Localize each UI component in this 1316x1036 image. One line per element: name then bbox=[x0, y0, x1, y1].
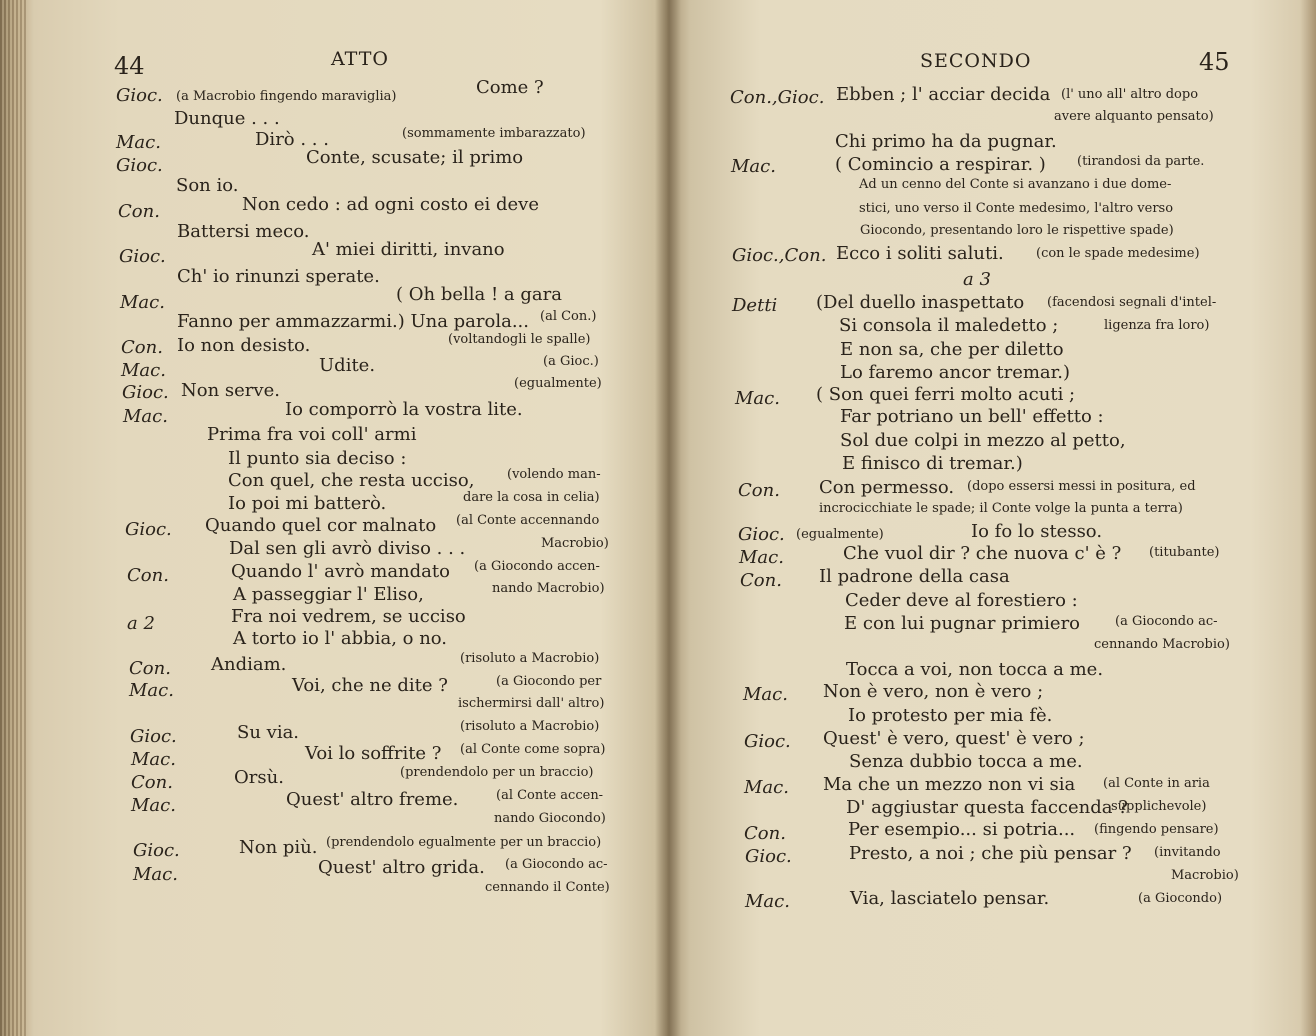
page-number: 44 bbox=[114, 52, 145, 80]
stage-direction: (egualmente) bbox=[796, 527, 884, 542]
speaker-name: Gioc. bbox=[119, 246, 166, 267]
speaker-name: Gioc. bbox=[125, 519, 172, 540]
stage-direction: (titubante) bbox=[1149, 545, 1220, 560]
verse-line: ( Comincio a respirar. ) bbox=[835, 154, 1046, 175]
verse-line: Via, lasciatelo pensar. bbox=[850, 888, 1050, 909]
stage-direction: incrocicchiate le spade; il Conte volge la punta a terra) bbox=[819, 501, 1183, 516]
verse-line: ( Oh bella ! a gara bbox=[396, 284, 562, 305]
verse-line: Son io. bbox=[176, 175, 239, 196]
verse-line: Andiam. bbox=[211, 654, 287, 675]
right-page bbox=[668, 0, 1316, 1036]
verse-line: Quest' altro grida. bbox=[318, 857, 485, 878]
stage-direction: (con le spade medesime) bbox=[1036, 246, 1200, 261]
verse-line: Io non desisto. bbox=[177, 335, 311, 356]
verse-line: A' miei diritti, invano bbox=[312, 239, 505, 260]
speaker-name: Con.,Gioc. bbox=[730, 87, 825, 108]
speaker-name: Mac. bbox=[129, 680, 174, 701]
stage-direction: Ad un cenno del Conte si avanzano i due dome- bbox=[859, 177, 1172, 192]
speaker-name: Gioc.,Con. bbox=[732, 245, 827, 266]
verse-line: Dirò . . . bbox=[255, 129, 329, 150]
stage-direction: nando Macrobio) bbox=[492, 581, 605, 596]
stage-direction: (risoluto a Macrobio) bbox=[460, 651, 600, 666]
verse-line: Per esempio... si potria... bbox=[848, 819, 1076, 840]
verse-line: Non più. bbox=[239, 837, 318, 858]
stage-direction: (a Giocondo accen- bbox=[474, 559, 600, 574]
speaker-name: Con. bbox=[118, 201, 160, 222]
verse-line: Quando l' avrò mandato bbox=[231, 561, 450, 582]
stage-direction: (a Giocondo ac- bbox=[505, 857, 608, 872]
stage-direction: (a Giocondo ac- bbox=[1115, 614, 1218, 629]
verse-line: D' aggiustar questa faccenda ? bbox=[846, 797, 1128, 818]
speaker-name: Mac. bbox=[739, 547, 784, 568]
stage-direction: Macrobio) bbox=[541, 536, 609, 551]
stage-direction: (volendo man- bbox=[507, 467, 601, 482]
verse-line: Fra noi vedrem, se ucciso bbox=[231, 606, 466, 627]
speaker-name: a 2 bbox=[127, 613, 155, 634]
stage-direction: (al Conte accen- bbox=[496, 788, 604, 803]
verse-line: Ch' io rinunzi sperate. bbox=[177, 266, 380, 287]
verse-line: Battersi meco. bbox=[177, 221, 310, 242]
speaker-name: Con. bbox=[127, 565, 169, 586]
speaker-name: Con. bbox=[744, 823, 786, 844]
verse-line: Sol due colpi in mezzo al petto, bbox=[840, 430, 1126, 451]
stage-direction: (al Con.) bbox=[540, 309, 597, 324]
speaker-name: Detti bbox=[732, 295, 778, 316]
speaker-name: Gioc. bbox=[738, 524, 785, 545]
stage-direction: avere alquanto pensato) bbox=[1054, 109, 1214, 124]
verse-line: Voi, che ne dite ? bbox=[292, 675, 448, 696]
stage-direction: dare la cosa in celia) bbox=[463, 490, 600, 505]
speaker-name: Con. bbox=[738, 480, 780, 501]
verse-line: Non è vero, non è vero ; bbox=[823, 681, 1044, 702]
verse-line: Far potriano un bell' effetto : bbox=[840, 406, 1104, 427]
stage-direction: (a Macrobio fingendo maraviglia) bbox=[176, 89, 397, 104]
stage-direction: supplichevole) bbox=[1111, 799, 1207, 814]
speaker-name: Gioc. bbox=[122, 382, 169, 403]
stage-direction: (fingendo pensare) bbox=[1094, 822, 1219, 837]
speaker-name: Mac. bbox=[121, 360, 166, 381]
verse-line: Si consola il maledetto ; bbox=[839, 315, 1059, 336]
verse-line: Ebben ; l' acciar decida bbox=[836, 84, 1051, 105]
stage-direction: (facendosi segnali d'intel- bbox=[1047, 295, 1217, 310]
stage-direction: (dopo essersi messi in positura, ed bbox=[967, 479, 1196, 494]
stage-direction: (tirandosi da parte. bbox=[1077, 154, 1205, 169]
verse-line: Ecco i soliti saluti. bbox=[836, 243, 1004, 264]
verse-line: Io poi mi batterò. bbox=[228, 493, 387, 514]
verse-line: E finisco di tremar.) bbox=[842, 453, 1023, 474]
speaker-name: Gioc. bbox=[130, 726, 177, 747]
verse-line: Non serve. bbox=[181, 380, 280, 401]
verse-line: Udite. bbox=[319, 355, 376, 376]
speaker-name: Gioc. bbox=[116, 85, 163, 106]
verse-line: Ceder deve al forestiero : bbox=[845, 590, 1078, 611]
speaker-name: Con. bbox=[740, 570, 782, 591]
stage-direction: (egualmente) bbox=[514, 376, 602, 391]
verse-line: Io fo lo stesso. bbox=[971, 521, 1103, 542]
stage-direction: (l' uno all' altro dopo bbox=[1061, 87, 1199, 102]
speaker-name: Gioc. bbox=[744, 731, 791, 752]
verse-line: Lo faremo ancor tremar.) bbox=[840, 362, 1071, 383]
stage-direction: (sommamente imbarazzato) bbox=[402, 126, 586, 141]
speaker-name: Mac. bbox=[133, 864, 178, 885]
verse-line: Chi primo ha da pugnar. bbox=[835, 131, 1057, 152]
stage-direction: (voltandogli le spalle) bbox=[448, 332, 591, 347]
verse-line: Non cedo : ad ogni costo ei deve bbox=[242, 194, 539, 215]
speaker-name: Mac. bbox=[131, 749, 176, 770]
stage-direction: nando Giocondo) bbox=[494, 811, 606, 826]
verse-line: Il punto sia deciso : bbox=[228, 448, 407, 469]
verse-line: Orsù. bbox=[234, 767, 284, 788]
stage-direction: (a Gioc.) bbox=[543, 354, 599, 369]
verse-line: (Del duello inaspettato bbox=[816, 292, 1025, 313]
stage-direction: Giocondo, presentando loro le rispettive spade) bbox=[860, 223, 1174, 238]
verse-line: Come ? bbox=[476, 77, 544, 98]
speaker-name: Gioc. bbox=[745, 846, 792, 867]
page-header: SECONDO bbox=[920, 50, 1032, 72]
stage-direction: cennando il Conte) bbox=[485, 880, 610, 895]
speaker-name: Mac. bbox=[116, 132, 161, 153]
verse-line: Dunque . . . bbox=[174, 108, 280, 129]
verse-line: ( Son quei ferri molto acuti ; bbox=[816, 384, 1076, 405]
speaker-name: Mac. bbox=[735, 388, 780, 409]
verse-line: Conte, scusate; il primo bbox=[306, 147, 524, 168]
verse-line: Il padrone della casa bbox=[819, 566, 1010, 587]
verse-line: A passeggiar l' Eliso, bbox=[233, 584, 424, 605]
verse-line: Io comporrò la vostra lite. bbox=[285, 399, 523, 420]
stage-direction: (prendendolo per un braccio) bbox=[400, 765, 594, 780]
stage-direction: ischermirsi dall' altro) bbox=[458, 696, 605, 711]
verse-line: a 3 bbox=[963, 269, 991, 290]
verse-line: Io protesto per mia fè. bbox=[848, 705, 1053, 726]
stage-direction: (a Giocondo per bbox=[496, 674, 602, 689]
page-number: 45 bbox=[1199, 48, 1230, 76]
verse-line: E con lui pugnar primiero bbox=[844, 613, 1081, 634]
verse-line: Su via. bbox=[237, 722, 300, 743]
verse-line: Voi lo soffrite ? bbox=[305, 743, 442, 764]
verse-line: Senza dubbio tocca a me. bbox=[849, 751, 1083, 772]
stage-direction: (invitando bbox=[1154, 845, 1221, 860]
speaker-name: Con. bbox=[121, 337, 163, 358]
page-header: ATTO bbox=[331, 48, 389, 70]
speaker-name: Gioc. bbox=[116, 155, 163, 176]
verse-line: E non sa, che per diletto bbox=[840, 339, 1064, 360]
speaker-name: Mac. bbox=[120, 292, 165, 313]
stage-direction: Macrobio) bbox=[1171, 868, 1239, 883]
stage-direction: (prendendolo egualmente per un braccio) bbox=[326, 835, 602, 850]
speaker-name: Gioc. bbox=[133, 840, 180, 861]
speaker-name: Mac. bbox=[745, 891, 790, 912]
stage-direction: ligenza fra loro) bbox=[1104, 318, 1210, 333]
stage-direction: (al Conte in aria bbox=[1103, 776, 1210, 791]
verse-line: Presto, a noi ; che più pensar ? bbox=[849, 843, 1132, 864]
verse-line: Con quel, che resta ucciso, bbox=[228, 470, 475, 491]
speaker-name: Mac. bbox=[123, 406, 168, 427]
speaker-name: Mac. bbox=[731, 156, 776, 177]
verse-line: Ma che un mezzo non vi sia bbox=[823, 774, 1076, 795]
stage-direction: (al Conte accennando bbox=[456, 513, 600, 528]
speaker-name: Con. bbox=[129, 658, 171, 679]
verse-line: Con permesso. bbox=[819, 477, 955, 498]
verse-line: Tocca a voi, non tocca a me. bbox=[846, 659, 1104, 680]
stage-direction: (a Giocondo) bbox=[1138, 891, 1223, 906]
speaker-name: Mac. bbox=[743, 684, 788, 705]
stage-direction: (al Conte come sopra) bbox=[460, 742, 606, 757]
stage-direction: (risoluto a Macrobio) bbox=[460, 719, 600, 734]
verse-line: Quando quel cor malnato bbox=[205, 515, 437, 536]
verse-line: Dal sen gli avrò diviso . . . bbox=[229, 538, 466, 559]
speaker-name: Con. bbox=[131, 772, 173, 793]
speaker-name: Mac. bbox=[131, 795, 176, 816]
verse-line: Quest' altro freme. bbox=[286, 789, 459, 810]
verse-line: A torto io l' abbia, o no. bbox=[233, 628, 448, 649]
verse-line: Fanno per ammazzarmi.) Una parola... bbox=[177, 311, 530, 332]
speaker-name: Mac. bbox=[744, 777, 789, 798]
stage-direction: stici, uno verso il Conte medesimo, l'altro verso bbox=[859, 201, 1174, 216]
verse-line: Prima fra voi coll' armi bbox=[207, 424, 417, 445]
verse-line: Che vuol dir ? che nuova c' è ? bbox=[843, 543, 1122, 564]
stage-direction: cennando Macrobio) bbox=[1094, 637, 1230, 652]
verse-line: Quest' è vero, quest' è vero ; bbox=[823, 728, 1085, 749]
